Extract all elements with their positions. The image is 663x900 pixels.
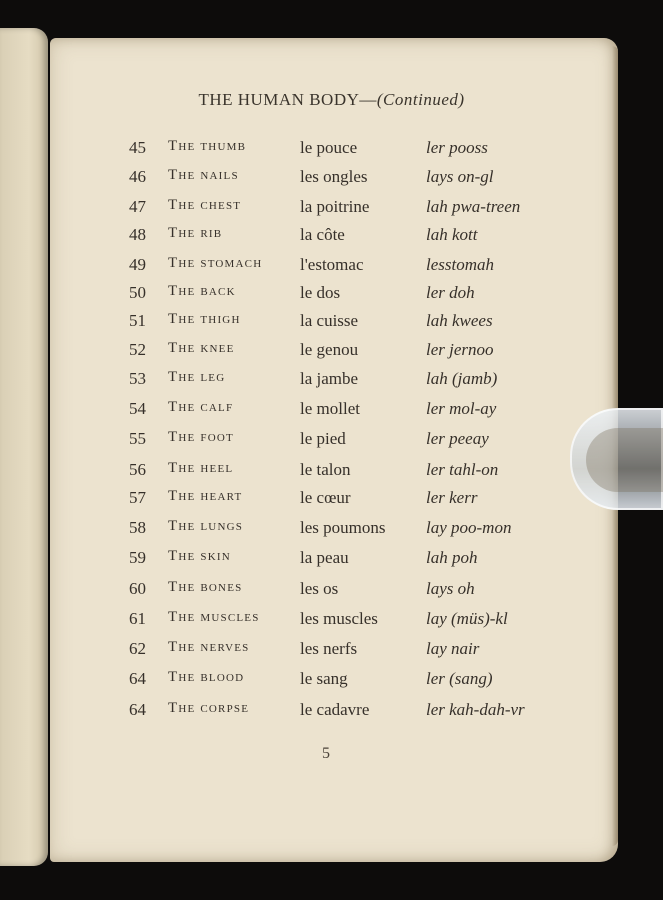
page-number: 5 [322, 745, 330, 762]
list-item [0, 669, 663, 691]
page-heading [0, 90, 663, 110]
pronunciation: ler jernoo [426, 340, 494, 359]
entry-number: 64 [129, 669, 146, 688]
entry-number: 52 [129, 340, 146, 359]
french-term: l'estomac [300, 255, 364, 274]
pronunciation: lah pwa-treen [426, 197, 521, 216]
french-term: le dos [300, 283, 341, 302]
french-term: les ongles [300, 167, 368, 186]
list-item [0, 311, 663, 333]
entry-number: 55 [129, 429, 146, 448]
entry-number: 51 [129, 311, 146, 330]
list-item [0, 225, 663, 247]
list-item [0, 639, 663, 661]
entry-number: 62 [129, 639, 146, 658]
english-term: The knee [168, 340, 235, 356]
pronunciation: ler tahl-on [426, 460, 499, 479]
list-item [0, 429, 663, 451]
french-term: les poumons [300, 518, 386, 537]
english-term: The nails [168, 167, 239, 183]
english-term: The blood [168, 669, 245, 685]
list-item [0, 488, 663, 510]
english-term: The stomach [168, 255, 263, 271]
entry-number: 48 [129, 225, 146, 244]
entry-number: 53 [129, 369, 146, 388]
french-term: le pouce [300, 138, 358, 157]
english-term: The heel [168, 460, 234, 476]
pronunciation: ler pooss [426, 138, 488, 157]
pronunciation: ler doh [426, 283, 475, 302]
heading-continued: (Continued) [376, 90, 465, 109]
english-term: The calf [168, 399, 234, 415]
list-item [0, 399, 663, 421]
pronunciation: lays on-gl [426, 167, 494, 186]
list-item [0, 340, 663, 362]
list-item [0, 548, 663, 570]
list-item [0, 167, 663, 189]
pronunciation: lays oh [426, 579, 475, 598]
english-term: The chest [168, 197, 242, 213]
entry-number: 47 [129, 197, 146, 216]
pronunciation: lah kott [426, 225, 478, 244]
entry-number: 64 [129, 700, 146, 719]
pronunciation: lay nair [426, 639, 480, 658]
list-item [0, 369, 663, 391]
french-term: le pied [300, 429, 346, 448]
entry-number: 54 [129, 399, 146, 418]
entry-number: 59 [129, 548, 146, 567]
entry-number: 60 [129, 579, 146, 598]
pronunciation: ler peeay [426, 429, 489, 448]
french-term: les nerfs [300, 639, 358, 658]
pronunciation: lesstomah [426, 255, 494, 274]
pronunciation: ler kah-dah-vr [426, 700, 525, 719]
english-term: The muscles [168, 609, 260, 625]
french-term: la cuisse [300, 311, 359, 330]
french-term: le genou [300, 340, 359, 359]
english-term: The corpse [168, 700, 250, 716]
pronunciation: lah kwees [426, 311, 493, 330]
english-term: The leg [168, 369, 226, 385]
pronunciation: lah poh [426, 548, 478, 567]
list-item [0, 283, 663, 305]
entry-number: 50 [129, 283, 146, 302]
french-term: le cœur [300, 488, 351, 507]
list-item [0, 138, 663, 160]
english-term: The rib [168, 225, 223, 241]
entry-number: 45 [129, 138, 146, 157]
english-term: The nerves [168, 639, 250, 655]
pronunciation: lay (müs)-kl [426, 609, 508, 628]
french-term: le mollet [300, 399, 360, 418]
french-term: la peau [300, 548, 349, 567]
french-term: la côte [300, 225, 345, 244]
entry-number: 58 [129, 518, 146, 537]
french-term: les os [300, 579, 339, 598]
english-term: The thigh [168, 311, 241, 327]
list-item [0, 197, 663, 219]
list-item [0, 460, 663, 482]
english-term: The back [168, 283, 236, 299]
french-term: le talon [300, 460, 351, 479]
pronunciation: ler (sang) [426, 669, 493, 688]
entry-number: 46 [129, 167, 146, 186]
entry-number: 49 [129, 255, 146, 274]
entry-number: 61 [129, 609, 146, 628]
entry-number: 56 [129, 460, 146, 479]
list-item [0, 255, 663, 277]
english-term: The skin [168, 548, 231, 564]
list-item [0, 579, 663, 601]
pronunciation: ler kerr [426, 488, 478, 507]
pronunciation: lah (jamb) [426, 369, 498, 388]
english-term: The lungs [168, 518, 244, 534]
french-term: les muscles [300, 609, 378, 628]
french-term: le cadavre [300, 700, 370, 719]
list-item [0, 518, 663, 540]
list-item [0, 609, 663, 631]
pronunciation: ler mol-ay [426, 399, 497, 418]
french-term: la jambe [300, 369, 359, 388]
french-term: le sang [300, 669, 348, 688]
entry-number: 57 [129, 488, 146, 507]
english-term: The bones [168, 579, 243, 595]
heading-title: THE HUMAN BODY— [198, 90, 377, 109]
pronunciation: lay poo-mon [426, 518, 512, 537]
english-term: The foot [168, 429, 234, 445]
list-item [0, 700, 663, 722]
english-term: The thumb [168, 138, 247, 154]
english-term: The heart [168, 488, 243, 504]
french-term: la poitrine [300, 197, 370, 216]
